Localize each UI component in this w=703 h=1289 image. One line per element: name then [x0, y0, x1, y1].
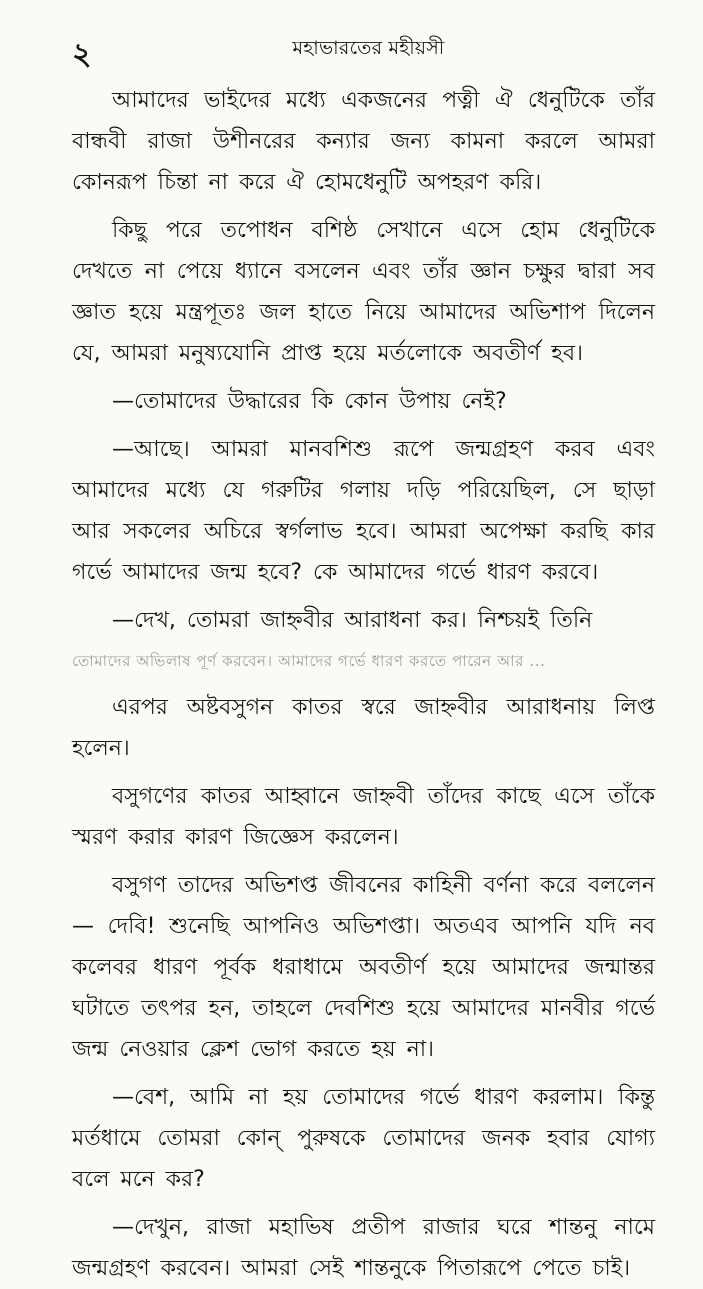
paragraph-7: বসুগণের কাতর আহ্বানে জাহ্নবী তাঁদের কাছে এসে তাঁকে স্মরণ করার কারণ জিজ্ঞেস করলেন। — [72, 784, 655, 850]
paragraph-5: —দেখ, তোমরা জাহ্নবীর আরাধনা কর। নিশ্চয়ই তিনি — [112, 608, 593, 633]
paragraph-8: বসুগণ তাদের অভিশপ্ত জীবনের কাহিনী বর্ণনা করে বললেন— দেবি! শুনেছি আপনিও অভিশপ্তা। অতএব আপনি যদি নব কলেবর ধারণ পূর্বক ধরাধামে অবতীর্ণ হয়ে আমাদের জন্মান্তর ঘটাতে তৎপর হন, তাহলে দেবশিশু হয়ে আমাদের মানবীর গর্ভে জন্ম নেওয়ার ক্লেশ ভোগ করতে হয় না। — [72, 873, 655, 1062]
page-header — [72, 34, 655, 74]
page-body — [72, 80, 655, 1289]
faded-line: তোমাদের অভিলাষ পূর্ণ করবেন। আমাদের গর্ভে ধারণ করতে পারেন আর ... — [72, 652, 546, 670]
paragraph-6: এরপর অষ্টবসুগন কাতর স্বরে জাহ্নবীর আরাধনায় লিপ্ত হলেন। — [72, 695, 655, 761]
running-title: মহাভারতের মহীয়সী — [292, 37, 445, 59]
paragraph-3: —তোমাদের উদ্ধারের কি কোন উপায় নেই? — [112, 389, 507, 414]
paragraph-9: —বেশ, আমি না হয় তোমাদের গর্ভে ধারণ করলাম। কিন্তু মর্তধামে তোমরা কোন্ পুরুষকে তোমাদের জনক হবার যোগ্য বলে মনে কর? — [72, 1085, 655, 1192]
paragraph-10: —দেখুন, রাজা মহাভিষ প্রতীপ রাজার ঘরে শান্তনু নামে জন্মগ্রহণ করবেন। আমরা সেই শান্তনুকে পিতারূপে পেতে চাই। — [72, 1215, 655, 1281]
paragraph-2: কিছু পরে তপোধন বশিষ্ঠ সেখানে এসে হোম ধেনুটিকে দেখতে না পেয়ে ধ্যানে বসলেন এবং তাঁর জ্ঞান চক্ষুর দ্বারা সব জ্ঞাত হয়ে মন্ত্রপূতঃ জল হাতে নিয়ে আমাদের অভিশাপ দিলেন যে, আমরা মনুষ্যযোনি প্রাপ্ত হয়ে মর্তলোকে অবতীর্ণ হব। — [72, 218, 655, 366]
paragraph-4: —আছে। আমরা মানবশিশু রূপে জন্মগ্রহণ করব এবং আমাদের মধ্যে যে গরুটির গলায় দড়ি পরিয়েছিল, সে ছাড়া আর সকলের অচিরে স্বর্গলাভ হবে। আমরা অপেক্ষা করছি কার গর্ভে আমাদের জন্ম হবে? কে আমাদের গর্ভে ধারণ করবে। — [72, 437, 655, 585]
paragraph-1: আমাদের ভাইদের মধ্যে একজনের পত্নী ঐ ধেনুটিকে তাঁর বান্ধবী রাজা উশীনরের কন্যার জন্য কামনা করলে আমরা কোনরূপ চিন্তা না করে ঐ হোমধেনুটি অপহরণ করি। — [72, 88, 655, 195]
page-number: ২ — [72, 37, 92, 72]
